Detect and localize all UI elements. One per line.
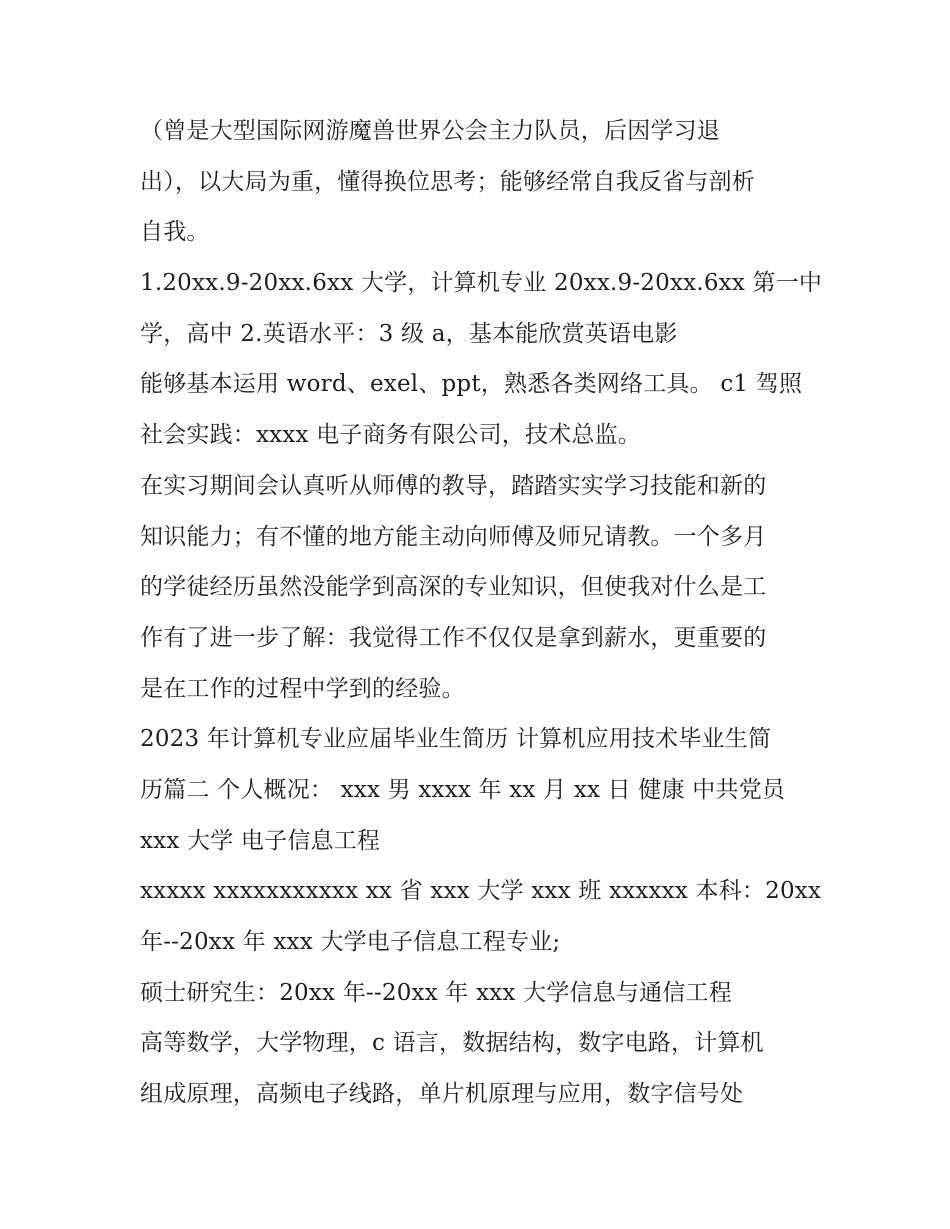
text-line: xxxxx xxxxxxxxxxx xx 省 xxx 大学 xxx 班 xxxxxx 本科：20xx xyxy=(140,878,822,905)
text-line: 学，高中 2.英语水平：3 级 a，基本能欣赏英语电影 xyxy=(140,320,678,347)
text-line: 历篇二 个人概况： xxx 男 xxxx 年 xx 月 xx 日 健康 中共党员 xyxy=(140,776,786,803)
document-body xyxy=(140,106,830,1120)
text-line: 出），以大局为重，懂得换位思考；能够经常自我反省与剖析 xyxy=(140,168,755,195)
text-line: 知识能力；有不懂的地方能主动向师傅及师兄请教。一个多月 xyxy=(140,523,767,550)
text-line: 自我。 xyxy=(140,219,210,246)
text-line: 能够基本运用 word、exel、ppt，熟悉各类网络工具。 c1 驾照 xyxy=(140,371,803,398)
text-line: 组成原理，高频电子线路，单片机原理与应用，数字信号处 xyxy=(140,1081,744,1108)
text-line: 在实习期间会认真听从师傅的教导，踏踏实实学习技能和新的 xyxy=(140,472,767,499)
text-line: 社会实践：xxxx 电子商务有限公司，技术总监。 xyxy=(140,422,641,449)
text-line: xxx 大学 电子信息工程 xyxy=(140,827,381,854)
text-line: 年--20xx 年 xxx 大学电子信息工程专业; xyxy=(140,929,561,955)
text-line: 是在工作的过程中学到的经验。 xyxy=(140,675,465,702)
text-line: 作有了进一步了解：我觉得工作不仅仅是拿到薪水，更重要的 xyxy=(140,624,767,651)
text-line: 的学徒经历虽然没能学到高深的专业知识，但使我对什么是工 xyxy=(140,574,767,601)
text-line: 高等数学，大学物理，c 语言，数据结构，数字电路，计算机 xyxy=(140,1030,764,1057)
text-line: 硕士研究生：20xx 年--20xx 年 xxx 大学信息与通信工程 xyxy=(140,979,732,1006)
text-line: 2023 年计算机专业应届毕业生简历 计算机应用技术毕业生简 xyxy=(140,726,772,753)
text-line: （曾是大型国际网游魔兽世界公会主力队员，后因学习退 xyxy=(140,118,720,144)
text-line: 1.20xx.9-20xx.6xx 大学，计算机专业 20xx.9-20xx.6xx 第一中 xyxy=(140,270,823,297)
